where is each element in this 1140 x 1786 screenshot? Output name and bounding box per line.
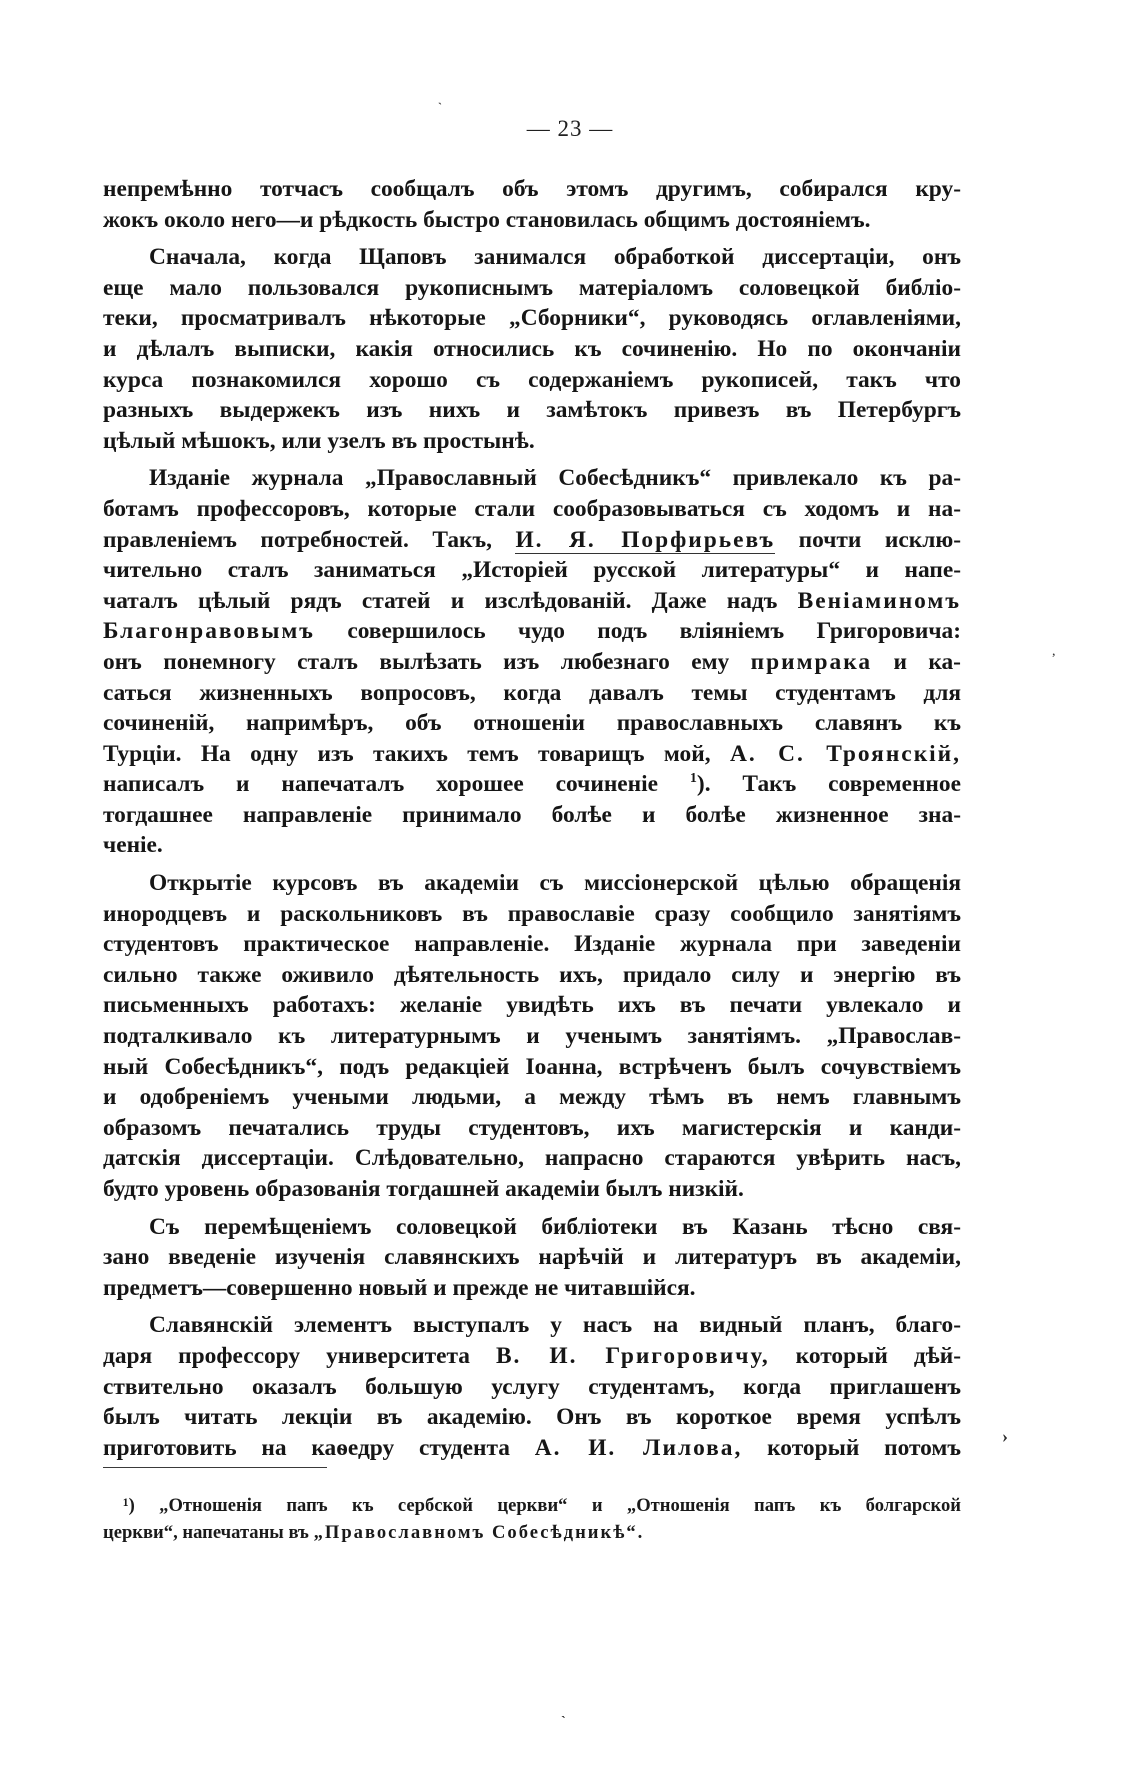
paragraph-line: датскія диссертаціи. Слѣдовательно, напрасно стараются увѣрить насъ, — [103, 1145, 961, 1172]
paragraph-line — [103, 1433, 961, 1464]
person-name: А. С. Троянскій, — [729, 740, 961, 767]
paragraph-line: сочиненій, напримѣръ, объ отношеніи православныхъ славянъ къ — [103, 710, 961, 737]
paragraph-line: предметъ—совершенно новый и прежде не читавшійся. — [103, 1274, 696, 1301]
line-segment: даря профессору университета — [103, 1342, 470, 1369]
footnote-line — [103, 1519, 961, 1546]
person-name: Веніаминомъ — [797, 587, 961, 614]
paragraph-line: разныхъ выдержекъ изъ нихъ и замѣтокъ привезъ въ Петербургъ — [103, 397, 961, 424]
paragraph-line: ствительно оказалъ большую услугу студентамъ, когда приглашенъ — [103, 1373, 961, 1400]
paragraph-line: ботамъ профессоровъ, которые стали сообразовываться съ ходомъ и на- — [103, 495, 961, 522]
paragraph-line — [103, 1341, 961, 1372]
footnote-marker: 1 — [689, 771, 697, 787]
paragraph-line: образомъ печатались труды студентовъ, ихъ магистерскія и канди- — [103, 1114, 961, 1141]
paragraph-line: зано введеніе изученія славянскихъ нарѣчій и литературъ въ академіи, — [103, 1244, 961, 1271]
paragraph-line: и одобреніемъ учеными людьми, а между тѣмъ въ немъ главнымъ — [103, 1084, 961, 1111]
line-segment: который потомъ — [767, 1434, 961, 1461]
paragraph-line — [103, 739, 961, 770]
footnote-line — [103, 1492, 961, 1519]
paragraph-line — [103, 525, 961, 556]
paragraph-line — [103, 616, 961, 647]
person-name: Благонравовымъ — [103, 618, 315, 645]
paragraph-line: теки, просматривалъ нѣкоторые „Сборники“, руководясь оглавленіями, — [103, 305, 961, 332]
paragraph-line: сильно также оживило дѣятельность ихъ, придало силу и энергію въ — [103, 961, 961, 988]
paragraph-line: письменныхъ работахъ: желаніе увидѣть ихъ въ печати увлекало и — [103, 992, 961, 1019]
paragraph-line: Славянскій элементъ выступалъ у насъ на видный планъ, благо- — [149, 1312, 961, 1339]
line-segment: и ка- — [893, 648, 961, 675]
paragraph-line: студентовъ практическое направленіе. Изданіе журнала при заведеніи — [103, 931, 961, 958]
paragraph-line: тогдашнее направленіе принимало болѣе и болѣе жизненное зна- — [103, 801, 961, 828]
paragraph-line: жокъ около него—и рѣдкость быстро становилась общимъ достояніемъ. — [103, 206, 871, 233]
paragraph-line: ный Собесѣдникъ“, подъ редакціей Іоанна, встрѣченъ былъ сочувствіемъ — [103, 1053, 961, 1080]
paragraph-line: подталкивало къ литературнымъ и ученымъ занятіямъ. „Православ- — [103, 1023, 961, 1050]
scan-speck: ˎ — [561, 1704, 566, 1719]
scan-speck: , — [1052, 644, 1056, 659]
paragraph-line: чительно сталъ заниматься „Исторіей русской литературы“ и напе- — [103, 557, 961, 584]
footnote-marker: ¹) — [123, 1495, 135, 1516]
paragraph-line: будто уровень образованія тогдашней академіи былъ низкій. — [103, 1176, 744, 1202]
paragraph-line: саться жизненныхъ вопросовъ, когда давалъ темы студентамъ для — [103, 679, 961, 706]
scan-speck: ` — [438, 100, 442, 114]
line-segment: ). Такъ современное — [696, 771, 961, 798]
paragraph-line — [103, 769, 961, 800]
person-name: В. И. Григоровичу, — [495, 1342, 770, 1369]
page-number: — 23 — — [526, 116, 614, 141]
paragraph-line: ченіе. — [103, 832, 163, 859]
main-text — [103, 174, 961, 1463]
paragraph-line: Изданіе журнала „Православный Собесѣдникъ“ привлекало къ ра- — [149, 465, 961, 492]
line-segment: который дѣй- — [795, 1342, 961, 1369]
paragraph-line: Съ перемѣщеніемъ соловецкой библіотеки въ Казань тѣсно свя- — [149, 1213, 961, 1240]
footnote-divider — [103, 1467, 327, 1468]
line-segment: написалъ и напечаталъ хорошее сочиненіе — [103, 771, 659, 798]
line-segment: приготовить на каѳедру студента — [103, 1434, 510, 1461]
line-segment: совершилось чудо подъ вліяніемъ Григоровича: — [347, 618, 961, 645]
line-segment: почти исклю- — [798, 526, 961, 553]
paragraph-line: Сначала, когда Щаповъ занимался обработкой диссертаціи, онъ — [149, 244, 961, 271]
paragraph-line: Открытіе курсовъ въ академіи съ миссіонерской цѣлью обращенія — [149, 870, 961, 897]
scan-speck: › — [1002, 1426, 1008, 1446]
paragraph-line: и дѣлалъ выписки, какія относились къ сочиненію. Но по окончаніи — [103, 335, 961, 362]
line-segment: Турціи. На одну изъ такихъ темъ товарищъ мой, — [103, 740, 711, 767]
line-segment: чаталъ цѣлый рядъ статей и изслѣдованій. Даже надъ — [103, 587, 778, 614]
paragraph-line — [103, 647, 961, 678]
paragraph-line: еще мало пользовался рукописнымъ матеріаломъ соловецкой библіо- — [103, 274, 961, 301]
line-segment: „Отношенія папъ къ сербской церкви“ и „Отношенія папъ къ болгарской — [159, 1495, 961, 1516]
line-segment: церкви“, напечатаны въ — [103, 1522, 309, 1543]
paragraph-line: былъ читать лекціи въ академію. Онъ въ короткое время успѣлъ — [103, 1404, 961, 1431]
footnote — [103, 1492, 961, 1546]
journal-title: „Православномъ Собесѣдникѣ“. — [313, 1522, 645, 1543]
paragraph-line: инородцевъ и раскольниковъ въ православіе сразу сообщило занятіямъ — [103, 900, 961, 927]
paragraph-line: непремѣнно тотчасъ сообщалъ объ этомъ другимъ, собирался кру- — [103, 176, 961, 202]
line-segment: правленіемъ потребностей. Такъ, — [103, 526, 493, 553]
paragraph-line: курса познакомился хорошо съ содержаніемъ рукописей, такъ что — [103, 366, 961, 393]
paragraph-line: цѣлый мѣшокъ, или узелъ въ простынѣ. — [103, 427, 535, 454]
person-name: А. И. Лилова, — [534, 1434, 743, 1461]
person-name: И. Я. Порфирьевъ — [515, 526, 776, 553]
line-segment: онъ понемногу сталъ вылѣзать изъ любезнаго ему — [103, 648, 730, 675]
emphasized-word: примрака — [750, 648, 873, 675]
paragraph-line — [103, 586, 961, 617]
